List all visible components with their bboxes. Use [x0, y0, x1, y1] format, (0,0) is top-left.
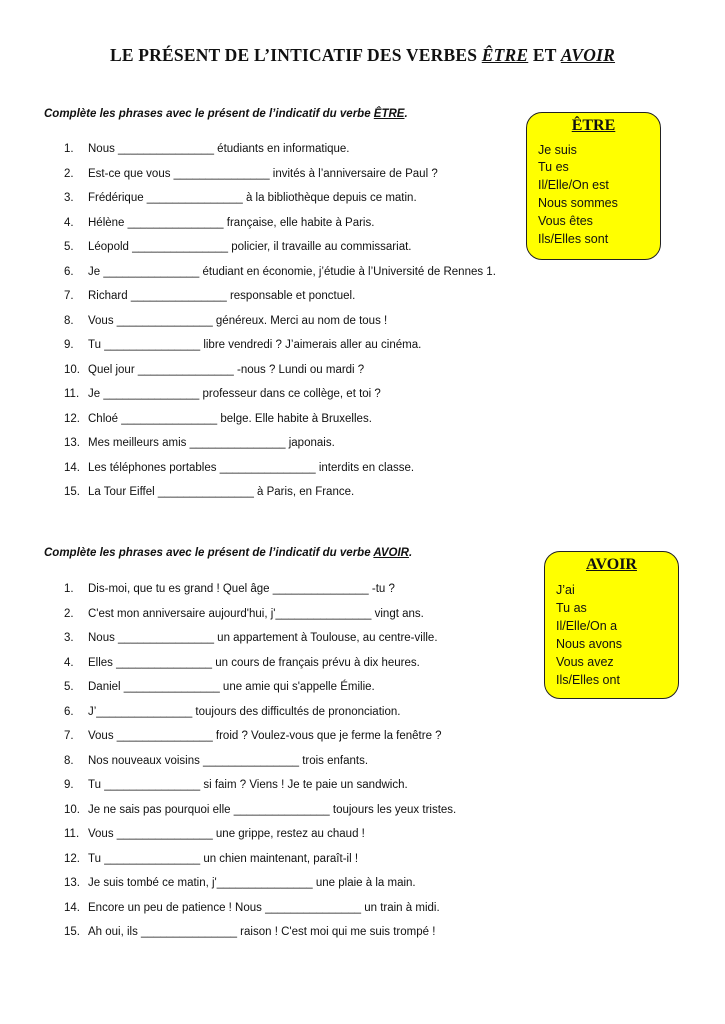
- exercise-item: 8. Vous _______________ généreux. Merci au nom de tous !: [64, 314, 388, 327]
- exercise-item: 9. Tu _______________ libre vendredi ? J’aimerais aller au cinéma.: [64, 339, 422, 351]
- exercise-list-etre: [64, 143, 496, 511]
- exercise-list-avoir: [64, 583, 456, 951]
- exercise-item: 5. Léopold _______________ policier, il travaille au commissariat.: [64, 241, 412, 253]
- exercise-item: 14. Les téléphones portables _______________ interdits en classe.: [64, 461, 415, 474]
- conjugation-line: Nous sommes: [538, 196, 618, 210]
- exercise-item: 6. J’_______________ toujours des difficultés de prononciation.: [64, 705, 401, 718]
- exercise-item: 13. Je suis tombé ce matin, j'_______________ une plaie à la main.: [64, 877, 416, 889]
- conjugation-box-etre: [526, 112, 661, 260]
- exercise-item: 10. Je ne sais pas pourquoi elle _______________ toujours les yeux tristes.: [64, 803, 457, 816]
- title-verb-avoir: AVOIR: [560, 45, 616, 65]
- exercise-item: 15. La Tour Eiffel _______________ à Paris, en France.: [64, 486, 355, 498]
- exercise-item: 3. Frédérique _______________ à la bibliothèque depuis ce matin.: [64, 192, 417, 204]
- conjugation-line: Vous êtes: [538, 214, 593, 228]
- exercise-item: 13. Mes meilleurs amis _______________ japonais.: [64, 437, 335, 449]
- conjugation-line: Ils/Elles ont: [556, 673, 620, 687]
- exercise-item: 4. Hélène _______________ française, elle habite à Paris.: [64, 216, 375, 229]
- conjugation-line: Il/Elle/On a: [556, 619, 618, 633]
- conjugation-line: Nous avons: [556, 637, 623, 651]
- exercise-item: 4. Elles _______________ un cours de français prévu à dix heures.: [64, 656, 420, 669]
- exercise-item: 14. Encore un peu de patience ! Nous _______________ un train à midi.: [64, 901, 440, 914]
- exercise-item: 7. Vous _______________ froid ? Voulez-vous que je ferme la fenêtre ?: [64, 730, 442, 742]
- instruction-etre: Complète les phrases avec le présent de l’indicatif du verbe ÊTRE.: [44, 108, 408, 120]
- conjugation-box-title: ÊTRE: [571, 117, 616, 134]
- exercise-item: 3. Nous _______________ un appartement à Toulouse, au centre-ville.: [64, 632, 438, 644]
- exercise-item: 11. Vous _______________ une grippe, restez au chaud !: [64, 828, 365, 840]
- conjugation-line: Tu as: [556, 601, 587, 615]
- exercise-item: 2. Est-ce que vous _______________ invités à l’anniversaire de Paul ?: [64, 167, 438, 180]
- exercise-item: 5. Daniel _______________ une amie qui s'appelle Émilie.: [64, 681, 375, 693]
- conjugation-box-title: AVOIR: [586, 556, 637, 573]
- exercise-item: 9. Tu _______________ si faim ? Viens ! Je te paie un sandwich.: [64, 779, 408, 791]
- exercise-item: 1. Nous _______________ étudiants en informatique.: [64, 143, 350, 155]
- conjugation-line: Ils/Elles sont: [538, 232, 609, 246]
- conjugation-line: Je suis: [538, 143, 577, 157]
- exercise-item: 11. Je _______________ professeur dans ce collège, et toi ?: [64, 388, 381, 400]
- exercise-item: 15. Ah oui, ils _______________ raison ! C'est moi qui me suis trompé !: [64, 926, 436, 938]
- exercise-item: 6. Je _______________ étudiant en économie, j’étudie à l’Université de Rennes 1.: [64, 265, 496, 278]
- conjugation-line: Il/Elle/On est: [538, 178, 609, 192]
- exercise-item: 12. Chloé _______________ belge. Elle habite à Bruxelles.: [64, 412, 372, 425]
- exercise-item: 12. Tu _______________ un chien maintenant, paraît-il !: [64, 852, 359, 865]
- exercise-item: 1. Dis-moi, que tu es grand ! Quel âge _______________ -tu ?: [64, 583, 395, 595]
- exercise-item: 2. C'est mon anniversaire aujourd'hui, j'_______________ vingt ans.: [64, 607, 424, 620]
- title-middle: ET: [528, 45, 561, 65]
- exercise-item: 7. Richard _______________ responsable et ponctuel.: [64, 290, 356, 302]
- conjugation-line: Tu es: [538, 160, 569, 174]
- title-prefix: LE PRÉSENT DE L’INTICATIF DES VERBES: [109, 45, 482, 65]
- exercise-item: 10. Quel jour _______________ -nous ? Lundi ou mardi ?: [64, 363, 365, 376]
- exercise-item: 8. Nos nouveaux voisins _______________ trois enfants.: [64, 754, 369, 767]
- conjugation-line: Vous avez: [556, 655, 614, 669]
- conjugation-box-avoir: [544, 551, 679, 699]
- page-title: [0, 45, 725, 66]
- conjugation-line: J’ai: [556, 583, 575, 597]
- instruction-avoir: Complète les phrases avec le présent de l’indicatif du verbe AVOIR.: [44, 547, 413, 559]
- title-verb-etre: ÊTRE: [481, 45, 529, 65]
